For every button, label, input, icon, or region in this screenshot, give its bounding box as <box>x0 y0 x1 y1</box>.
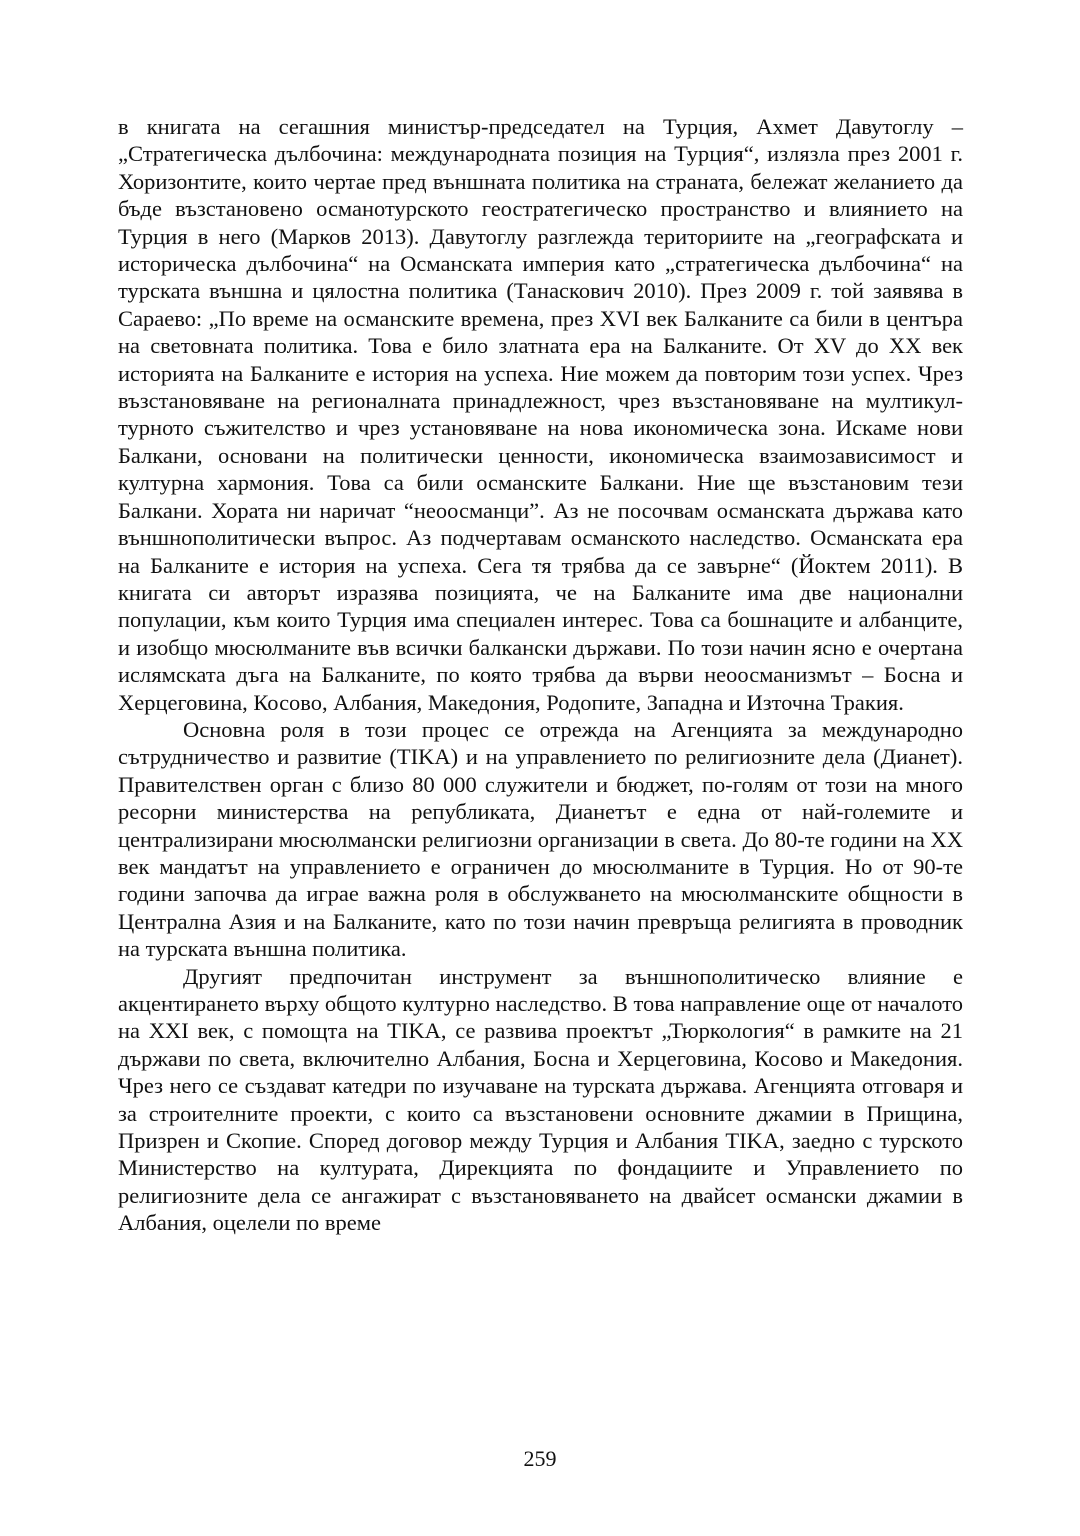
paragraph-3: Другият предпочитан инструмент за външнополитическо влияние е акцентирането върху общото културно наследство. В това направление още от началото на XXI век, с помощта на TIKA, се развива проектът „Тюркология“ в рамките на 21 държави по света, включително Албания, Босна и Херцеговина, Косово и Македония. Чрез него се създават катедри по изучаване на турската държава. Агенцията отговаря и за строителните проекти, с които са възстановени основните джамии в Прищина, Призрен и Скопие. Според договор между Турция и Албания TIKA, заедно с турското Министерство на културата, Дирекцията по фондациите и Управлението по религиозните дела се ангажират с възстановяването на двайсет османски джамии в Албания, оцелели по време <box>118 963 963 1236</box>
paragraph-1: в книгата на сегашния министър-председател на Турция, Ахмет Давутоглу – „Стратегическа дълбочина: международната позиция на Турция“, излязла през 2001 г. Хоризонтите, които чертае пред външната политика на страната, бележат желанието да бъде възстановено османотурското геостратегическо пространство и влиянието на Турция в него (Марков 2013). Давутоглу разглежда териториите на „географската и историческа дълбочина“ на Османската империя като „стратегическа дълбочина“ на турската външна и цялостна политика (Танаскович 2010). През 2009 г. той заявява в Сараево: „По време на османските времена, през XVI век Балканите са били в центъра на световната политика. Това е било златната ера на Балканите. От XV до XX век историята на Балканите е история на успеха. Ние можем да повторим този успех. Чрез възстановяване на регионалната принадлежност, чрез възстановяване на мултикултурното съжителство и чрез установяване на нова икономическа зона. Искаме нови Балкани, основани на политически ценности, икономическа взаимозависимост и културна хармония. Това са били османските Балкани. Ние ще възстановим тези Балкани. Хората ни наричат “неоосманци”. Аз не посочвам османската държава като външнополитически въпрос. Аз подчертавам османското наследство. Османската ера на Балканите е история на успеха. Сега тя трябва да се завърне“ (Йоктем 2011). В книгата си авторът изразява позицията, че на Балканите има две национални популации, към които Турция има специален интерес. Това са бошнаците и албанците, и изобщо мюсюлманите във всички балкански държави. По този начин ясно е очертана ислямската дъга на Балканите, по която трябва да върви неоосманизмът – Босна и Херцеговина, Косово, Албания, Македония, Родопите, Западна и Източна Тракия. <box>118 114 963 715</box>
paragraph-2: Основна роля в този процес се отрежда на Агенцията за международно сътрудничество и развитие (TIKA) и на управлението по религиозните дела (Дианет). Правителствен орган с близо 80 000 служители и бюджет, по-голям от този на много ресорни министерства на републиката, Дианетът е една от най-големите и централизирани мюсюлмански религиозни организации в света. До 80-те години на XX век мандатът на управлението е ограничен до мюсюлманите в Турция. Но от 90-те години започва да играе важна роля в обслужването на мюсюлманските общности в Централна Азия и на Балканите, като по този начин превръща религията в проводник на турската външна политика. <box>118 716 963 962</box>
page-body <box>118 113 963 1237</box>
page-number: 259 <box>523 1446 557 1471</box>
